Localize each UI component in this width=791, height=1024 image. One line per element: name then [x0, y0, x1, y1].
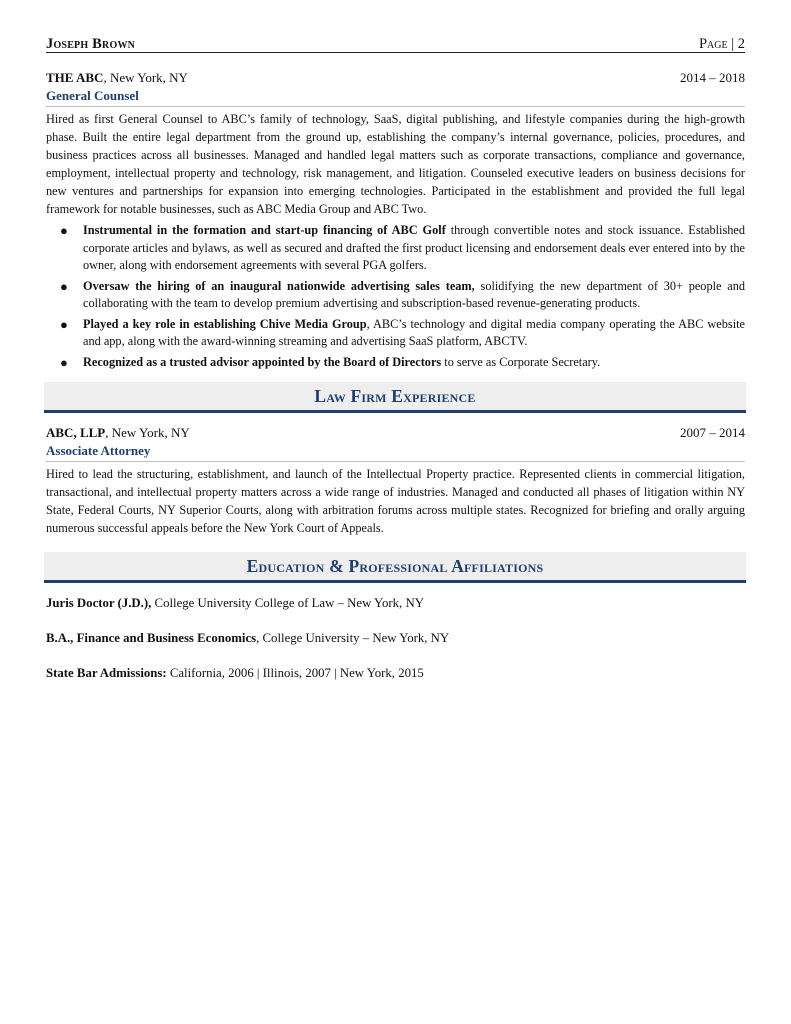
bar-label: State Bar Admissions:: [46, 666, 167, 680]
bar-details: California, 2006 | Illinois, 2007 | New York, 2015: [166, 666, 424, 680]
achievement-item: [46, 222, 745, 275]
achievement-lead: Instrumental in the formation and start-up financing of ABC Golf: [83, 223, 446, 237]
bullet-icon: ●: [60, 223, 68, 238]
bullet-icon: ●: [60, 316, 68, 332]
education-jd: [46, 596, 424, 611]
job-dates: 2007 – 2014: [680, 425, 745, 440]
section-heading-education: [44, 552, 746, 583]
job-title: General Counsel: [46, 88, 745, 107]
achievement-lead: Played a key role in establishing Chive Media Group: [83, 316, 367, 331]
job-dates: 2014 – 2018: [680, 70, 745, 85]
job-company: THE ABC: [46, 70, 104, 85]
achievement-lead: Oversaw the hiring of an inaugural nationwide advertising sales team,: [83, 278, 475, 293]
header-page-number: Page | 2: [698, 36, 745, 52]
job-location: , New York, NY: [103, 70, 188, 85]
achievement-text: , ABC’s technology and digital media company operating the ABC website and app, along with the award-winning streaming and advertising SaaS platform, ABCTV.: [83, 316, 745, 348]
education-ba: [46, 631, 449, 646]
header-name: Joseph Brown: [46, 36, 136, 52]
achievement-text: solidifying the new department of 30+ people and collaborating with the team to develop premium advertising and subscription-based revenue-generating products.: [83, 278, 745, 310]
degree-school: College University College of Law – New York, NY: [151, 596, 424, 610]
job-the-abc: [46, 70, 745, 374]
achievement-text: through convertible notes and stock issuance. Established corporate articles and bylaws, as well as secured and drafted the first product licensing and endorsement deals ever entered into by the owner, along with endorsement agreements with several PGA golfers.: [83, 223, 745, 272]
job-location: , New York, NY: [105, 425, 190, 440]
achievement-text: to serve as Corporate Secretary.: [441, 354, 601, 369]
job-heading: [46, 70, 745, 88]
achievement-item: [46, 278, 745, 313]
bar-admissions: [46, 666, 424, 681]
achievement-lead: Recognized as a trusted advisor appointed by the Board of Directors: [83, 354, 442, 369]
degree-school: , College University – New York, NY: [256, 631, 450, 645]
section-title: Education & Professional Affiliations: [246, 556, 544, 576]
degree-name: B.A., Finance and Business Economics: [46, 631, 257, 645]
job-heading: [46, 425, 745, 443]
bullet-icon: ●: [60, 278, 68, 294]
job-summary: Hired to lead the structuring, establishment, and launch of the Intellectual Property practice. Represented clients in commercial litigation, transactional, and intellectual property matters across a wide range of industries. Managed and conducted all phases of litigation within NY State, Federal Courts, NY Superior Courts, along with arbitration forums across multiple states. Recognized for briefing and orally arguing numerous successful appeals before the New York Court of Appeals.: [46, 467, 745, 535]
job-company: ABC, LLP: [46, 425, 106, 440]
job-summary: Hired as first General Counsel to ABC’s family of technology, SaaS, digital publishing, and lifestyle companies during the high-growth phase. Built the entire legal department from the ground up, establishing the company’s internal governance, policies, procedures, and business practices across all businesses. Managed and handled legal matters such as corporate transactions, compliance and governance, employment, intellectual property and technology, risk management, and litigation. Counseled executive leaders on business decisions for new ventures and partnerships for expansion into emerging technologies. Participated in the establishment and provided the full legal framework for notable businesses, such as ABC Media Group and ABC Two.: [46, 112, 745, 216]
bullet-icon: ●: [60, 354, 68, 370]
job-title: Associate Attorney: [46, 443, 745, 462]
section-title: Law Firm Experience: [314, 386, 476, 406]
achievement-item: [46, 316, 745, 351]
page-header: [46, 36, 745, 53]
achievement-item: [46, 354, 745, 372]
job-abc-llp: [46, 425, 745, 537]
achievement-list: [46, 222, 745, 371]
section-heading-law-firm: [44, 382, 746, 413]
degree-name: Juris Doctor (J.D.),: [46, 596, 152, 610]
